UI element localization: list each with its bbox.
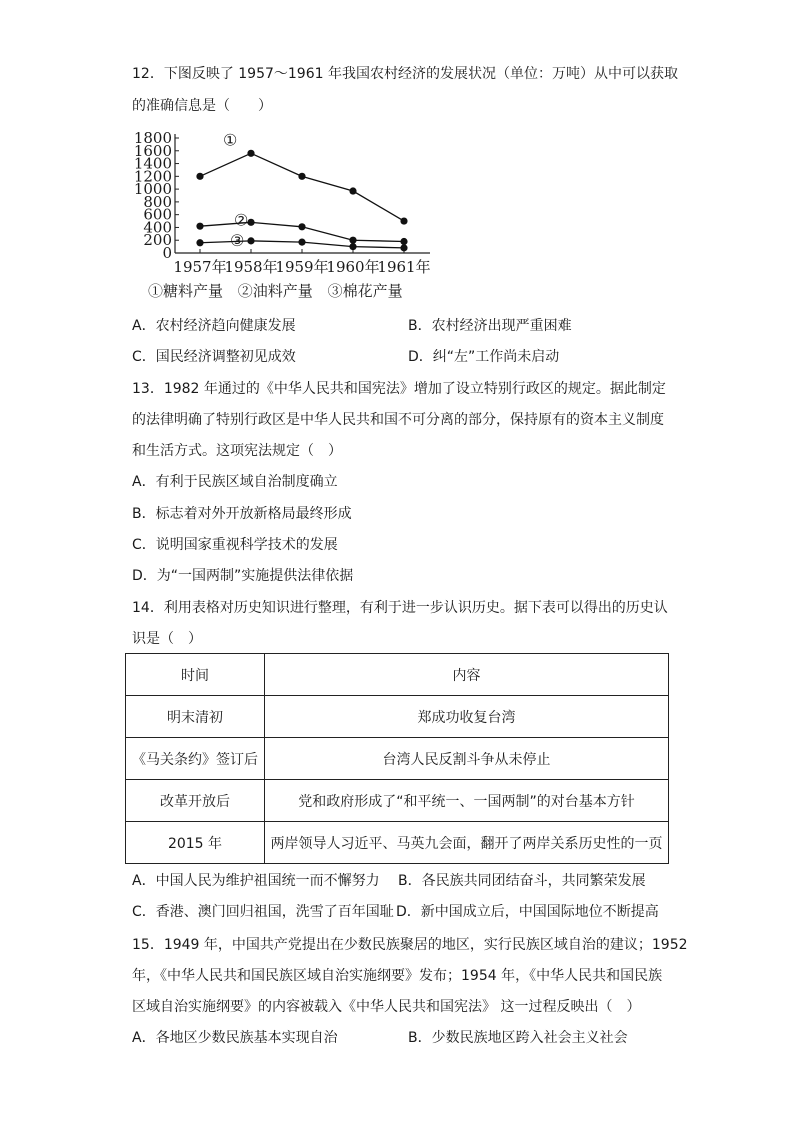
x-tick-label: 1957年 <box>173 258 227 276</box>
q13-stem-line3: 和生活方式。这项宪法规定（ ） <box>132 443 342 459</box>
q13-option-c[interactable]: C．说明国家重视科学技术的发展 <box>132 537 338 553</box>
data-point <box>349 187 356 194</box>
table-header-content: 内容 <box>265 654 669 696</box>
series-marker-label: ② <box>234 210 249 230</box>
q13-option-d[interactable]: D．为“一国两制”实施提供法律依据 <box>132 568 354 584</box>
y-tick-label: 200 <box>143 231 172 250</box>
q14-stem-line2: 识是（ ） <box>132 631 202 647</box>
series-line-1 <box>200 153 404 221</box>
y-tick-label: 1400 <box>133 154 172 173</box>
data-point <box>247 237 254 244</box>
table-cell-time: 2015 年 <box>126 822 265 864</box>
table-cell-time: 改革开放后 <box>126 780 265 822</box>
q12-stem-line2: 的准确信息是（ ） <box>132 98 272 114</box>
q12-option-d[interactable]: D．纠“左”工作尚未启动 <box>408 349 560 365</box>
q13-stem-line2: 的法律明确了特别行政区是中华人民共和国不可分离的部分，保持原有的资本主义制度 <box>132 412 664 428</box>
table-cell-time: 明末清初 <box>126 696 265 738</box>
table-header-time: 时间 <box>126 654 265 696</box>
data-point <box>247 150 254 157</box>
chart-legend <box>148 280 413 301</box>
q12-option-a[interactable]: A．农村经济趋向健康发展 <box>132 318 296 334</box>
production-line-chart <box>125 126 440 276</box>
x-tick-label: 1960年 <box>326 258 380 276</box>
series-marker-label: ③ <box>230 230 245 250</box>
q14-option-b[interactable]: B．各民族共同团结奋斗，共同繁荣发展 <box>398 873 646 889</box>
table-cell-content: 郑成功收复台湾 <box>265 696 669 738</box>
data-point <box>196 223 203 230</box>
y-tick-label: 1600 <box>133 141 172 160</box>
q15-option-b[interactable]: B．少数民族地区跨入社会主义社会 <box>408 1030 628 1046</box>
q14-option-c[interactable]: C．香港、澳门回归祖国，洗雪了百年国耻 <box>132 904 394 920</box>
data-point <box>196 239 203 246</box>
data-point <box>196 173 203 180</box>
table-cell-content: 台湾人民反割斗争从未停止 <box>265 738 669 780</box>
q14-option-a[interactable]: A．中国人民为维护祖国统一而不懈努力 <box>132 873 380 889</box>
series-marker-label: ① <box>223 130 238 150</box>
history-table <box>125 653 669 864</box>
data-point <box>400 217 407 224</box>
table-cell-time: 《马关条约》签订后 <box>126 738 265 780</box>
y-tick-label: 1800 <box>133 129 172 147</box>
table-row <box>126 780 669 822</box>
data-point <box>400 238 407 245</box>
data-point <box>298 173 305 180</box>
q15-option-a[interactable]: A．各地区少数民族基本实现自治 <box>132 1030 338 1046</box>
q12-option-b[interactable]: B．农村经济出现严重困难 <box>408 318 572 334</box>
legend-cotton: ③棉花产量 <box>327 282 403 300</box>
q12-stem-line1: 12．下图反映了 1957～1961 年我国农村经济的发展状况（单位：万吨）从中可以获取 <box>132 66 678 82</box>
q13-option-b[interactable]: B．标志着对外开放新格局最终形成 <box>132 506 352 522</box>
data-point <box>298 239 305 246</box>
table-row <box>126 738 669 780</box>
q14-stem-line1: 14．利用表格对历史知识进行整理，有利于进一步认识历史。据下表可以得出的历史认 <box>132 600 668 616</box>
x-tick-label: 1961年 <box>377 258 431 276</box>
q12-option-c[interactable]: C．国民经济调整初见成效 <box>132 349 296 365</box>
x-tick-label: 1958年 <box>224 258 278 276</box>
y-tick-label: 1200 <box>133 167 172 186</box>
y-tick-label: 800 <box>143 192 172 211</box>
y-tick-label: 1000 <box>133 180 172 199</box>
legend-oil: ②油料产量 <box>237 282 313 300</box>
data-point <box>349 237 356 244</box>
y-tick-label: 600 <box>143 205 172 224</box>
q15-stem-line3: 区域自治实施纲要》的内容被载入《中华人民共和国宪法》 这一过程反映出（ ） <box>132 999 641 1015</box>
data-point <box>400 244 407 251</box>
table-row <box>126 822 669 864</box>
q15-stem-line2: 年，《中华人民共和国民族区域自治实施纲要》发布；1954 年，《中华人民共和国民族 <box>132 968 663 984</box>
table-row <box>126 696 669 738</box>
q13-option-a[interactable]: A．有利于民族区域自治制度确立 <box>132 474 338 490</box>
y-tick-label: 400 <box>143 218 172 237</box>
table-header-row <box>126 654 669 696</box>
q15-stem-line1: 15．1949 年，中国共产党提出在少数民族聚居的地区，实行民族区域自治的建议；1952 <box>132 937 688 953</box>
q13-stem-line1: 13．1982 年通过的《中华人民共和国宪法》增加了设立特别行政区的规定。据此制定 <box>132 381 666 397</box>
data-point <box>298 223 305 230</box>
table-cell-content: 两岸领导人习近平、马英九会面，翻开了两岸关系历史性的一页 <box>265 822 669 864</box>
data-point <box>247 219 254 226</box>
y-tick-label: 0 <box>162 244 172 262</box>
legend-sugar: ①糖料产量 <box>148 282 224 300</box>
data-point <box>349 243 356 250</box>
q14-option-d[interactable]: D．新中国成立后，中国国际地位不断提高 <box>396 904 659 920</box>
table-cell-content: 党和政府形成了“和平统一、一国两制”的对台基本方针 <box>265 780 669 822</box>
x-tick-label: 1959年 <box>275 258 329 276</box>
